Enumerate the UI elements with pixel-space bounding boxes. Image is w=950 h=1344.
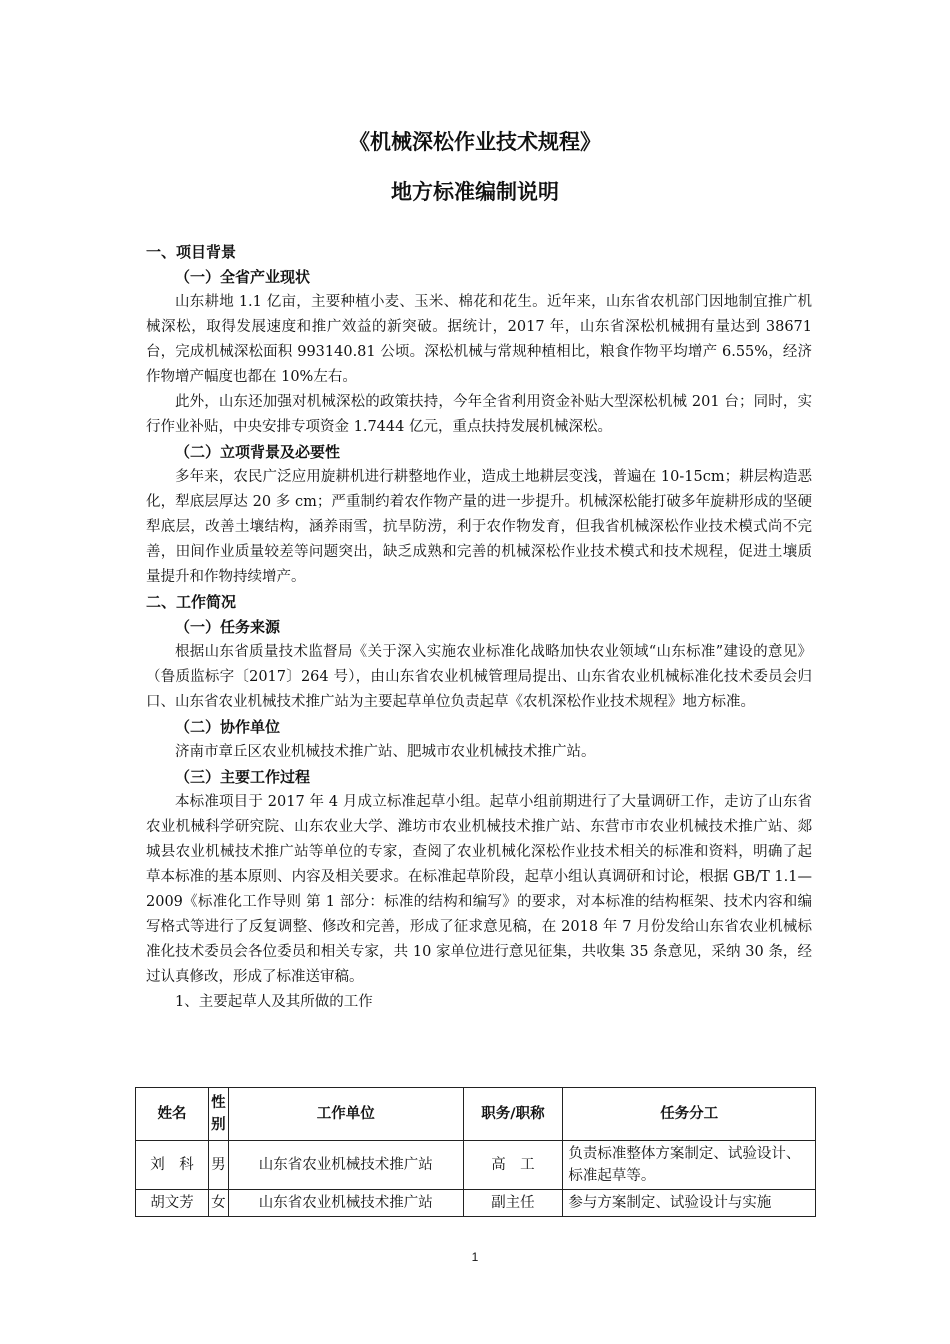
table-row: [136, 1190, 816, 1217]
subsection-heading-cooperating-units: （二）协作单位: [175, 718, 281, 736]
cell-unit: 山东省农业机械技术推广站: [228, 1190, 463, 1217]
cell-unit: 山东省农业机械技术推广站: [228, 1141, 463, 1190]
subsection-heading-task-source: （一）任务来源: [175, 618, 281, 636]
paragraph: 本标准项目于 2017 年 4 月成立标准起草小组。起草小组前期进行了大量调研工作，走访了山东省农业机械科学研究院、山东农业大学、潍坊市农业机械技术推广站、东营市市农业机械技术推广站、郯城县农业机械技术推广站等单位的专家，查阅了农业机械化深松作业技术相关的标准和资料，明确了起草本标准的基本原则、内容及相关要求。在标准起草阶段，起草小组认真调研和讨论，根据 GB/T 1.1—2009《标准化工作导则 第 1 部分：标准的结构和编写》的要求，对本标准的结构框架、技术内容和编写格式等进行了反复调整、修改和完善，形成了征求意见稿，在 2018 年 7 月份发给山东省农业机械标准化技术委员会各位委员和相关专家，共 10 家单位进行意见征集，共收集 35 条意见，采纳 30 条，经过认真修改，形成了标准送审稿。: [146, 794, 812, 985]
cell-gender: 男: [208, 1141, 228, 1190]
table-row: [136, 1141, 816, 1190]
list-item: 1、主要起草人及其所做的工作: [175, 994, 373, 1010]
column-header-gender: 性别: [208, 1088, 228, 1141]
document-body: [146, 240, 812, 1015]
cell-name: 胡文芳: [136, 1190, 209, 1217]
cell-task: 负责标准整体方案制定、试验设计、标准起草等。: [563, 1141, 816, 1190]
page-number: 1: [471, 1250, 479, 1264]
document-subtitle: 地方标准编制说明: [391, 180, 559, 204]
drafters-table: [135, 1087, 816, 1217]
section-heading-work-overview: 二、工作简况: [146, 593, 237, 611]
subsection-heading-necessity: （二）立项背景及必要性: [175, 443, 341, 461]
cell-task: 参与方案制定、试验设计与实施: [563, 1190, 816, 1217]
paragraph: 多年来，农民广泛应用旋耕机进行耕整地作业，造成土地耕层变浅，普遍在 10-15cm；耕层构造恶化，犁底层厚达 20 多 cm；严重制约着农作物产量的进一步提升。机械深松能打破多年旋耕形成的坚硬犁底层，改善土壤结构，涵养雨雪，抗旱防涝，利于农作物发育，但我省机械深松作业技术模式尚不完善，田间作业质量较差等问题突出，缺乏成熟和完善的机械深松作业技术模式和技术规程，促进土壤质量提升和作物持续增产。: [146, 469, 812, 585]
cell-title: 副主任: [463, 1190, 563, 1217]
paragraph: 此外，山东还加强对机械深松的政策扶持，今年全省利用资金补贴大型深松机械 201 台；同时，实行作业补贴，中央安排专项资金 1.7444 亿元，重点扶持发展机械深松。: [146, 394, 812, 435]
cell-name: 刘 科: [136, 1141, 209, 1190]
section-heading-background: 一、项目背景: [146, 243, 237, 261]
paragraph: 济南市章丘区农业机械技术推广站、肥城市农业机械技术推广站。: [175, 744, 596, 760]
paragraph: 根据山东省质量技术监督局《关于深入实施农业标准化战略加快农业领域“山东标准”建设的意见》（鲁质监标字〔2017〕264 号），由山东省农业机械管理局提出、山东省农业机械标准化技术委员会归口、山东省农业机械技术推广站为主要起草单位负责起草《农机深松作业技术规程》地方标准。: [146, 644, 812, 710]
column-header-title: 职务/职称: [463, 1088, 563, 1141]
table-header-row: [136, 1088, 816, 1141]
subsection-heading-industry-status: （一）全省产业现状: [175, 268, 311, 286]
column-header-task: 任务分工: [563, 1088, 816, 1141]
column-header-unit: 工作单位: [228, 1088, 463, 1141]
subsection-heading-work-process: （三）主要工作过程: [175, 768, 311, 786]
cell-gender: 女: [208, 1190, 228, 1217]
cell-title: 高 工: [463, 1141, 563, 1190]
document-title: 《机械深松作业技术规程》: [349, 130, 601, 154]
paragraph: 山东耕地 1.1 亿亩，主要种植小麦、玉米、棉花和花生。近年来，山东省农机部门因地制宜推广机械深松，取得发展速度和推广效益的新突破。据统计，2017 年，山东省深松机械拥有量达到 38671 台，完成机械深松面积 993140.81 公顷。深松机械与常规种植相比，粮食作物平均增产 6.55%，经济作物增产幅度也都在 10%左右。: [146, 294, 812, 385]
column-header-name: 姓名: [136, 1088, 209, 1141]
